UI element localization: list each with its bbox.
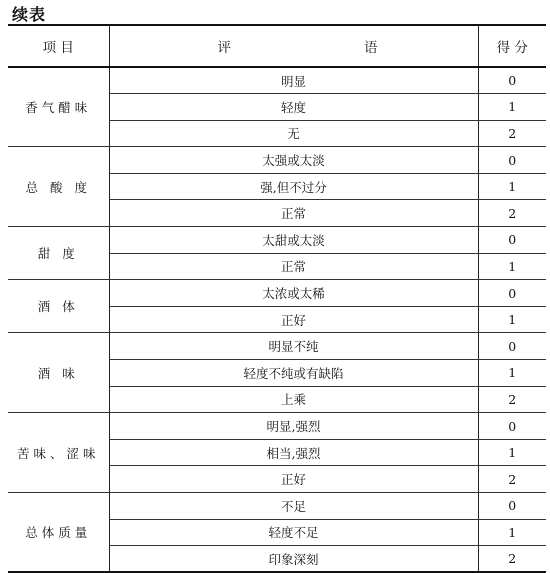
score-cell: 0 [478,413,546,440]
rating-cell: 正好 [109,466,478,493]
header-row [8,25,546,67]
rating-cell: 不足 [109,493,478,520]
score-cell: 1 [478,173,546,200]
rating-cell: 明显,强烈 [109,413,478,440]
rating-cell: 相当,强烈 [109,439,478,466]
item-cell: 苦味、涩味 [8,413,109,493]
header-rating-right: 语 [364,40,378,56]
rating-cell: 明显不纯 [109,333,478,360]
score-cell: 2 [478,120,546,147]
score-cell: 0 [478,67,546,94]
score-cell: 2 [478,200,546,227]
table-row [8,147,546,174]
score-cell: 0 [478,493,546,520]
header-rating-left: 评 [217,40,231,56]
item-cell: 甜 度 [8,227,109,280]
header-rating [109,25,478,67]
rating-cell: 轻度不足 [109,519,478,546]
item-cell: 总 酸 度 [8,147,109,227]
table-row [8,227,546,254]
score-cell: 1 [478,94,546,121]
rating-cell: 正常 [109,253,478,280]
rating-cell: 印象深刻 [109,546,478,573]
score-cell: 1 [478,519,546,546]
score-cell: 0 [478,147,546,174]
table-body [8,67,546,572]
table-row [8,493,546,520]
score-cell: 0 [478,280,546,307]
table-row [8,67,546,94]
scoring-table [8,24,546,573]
rating-cell: 强,但不过分 [109,173,478,200]
score-cell: 1 [478,306,546,333]
score-cell: 2 [478,546,546,573]
score-cell: 1 [478,439,546,466]
header-score: 得 分 [478,25,546,67]
table-row [8,413,546,440]
rating-cell: 正常 [109,200,478,227]
score-cell: 2 [478,386,546,413]
header-item: 项 目 [8,25,109,67]
score-cell: 1 [478,253,546,280]
rating-cell: 无 [109,120,478,147]
rating-cell: 太浓或太稀 [109,280,478,307]
rating-cell: 太甜或太淡 [109,227,478,254]
score-cell: 2 [478,466,546,493]
rating-cell: 上乘 [109,386,478,413]
score-cell: 0 [478,227,546,254]
score-cell: 0 [478,333,546,360]
score-cell: 1 [478,360,546,387]
rating-cell: 轻度不纯或有缺陷 [109,360,478,387]
item-cell: 酒 味 [8,333,109,413]
table-row [8,280,546,307]
rating-cell: 轻度 [109,94,478,121]
item-cell: 香气醋味 [8,67,109,147]
table-caption: 续表 [12,5,47,24]
item-cell: 总体质量 [8,493,109,573]
rating-cell: 明显 [109,67,478,94]
rating-cell: 正好 [109,306,478,333]
item-cell: 酒 体 [8,280,109,333]
rating-cell: 太强或太淡 [109,147,478,174]
table-row [8,333,546,360]
